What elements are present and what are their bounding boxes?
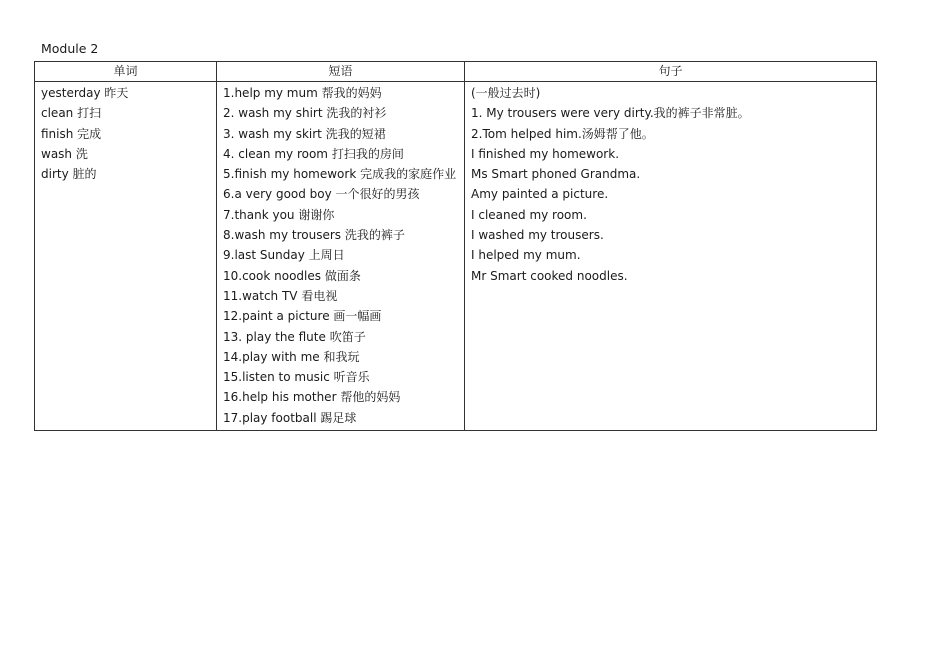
module-title: Module 2 <box>41 41 99 56</box>
sentence-item: (一般过去时) <box>471 86 541 100</box>
phrase-item: 6.a very good boy 一个很好的男孩 <box>223 187 420 202</box>
phrase-item: 8.wash my trousers 洗我的裤子 <box>223 228 405 243</box>
sentence-item: Amy painted a picture. <box>471 187 609 202</box>
word-item: yesterday 昨天 <box>41 86 129 100</box>
phrase-item: 16.help his mother 帮他的妈妈 <box>223 390 401 405</box>
sentence-item: Ms Smart phoned Grandma. <box>471 167 641 182</box>
table-row <box>35 82 877 431</box>
sentences-cell <box>465 82 877 431</box>
word-item: wash 洗 <box>41 146 88 161</box>
sentence-item: I helped my mum. <box>471 248 581 263</box>
sentence-item: I cleaned my room. <box>471 207 587 222</box>
phrase-item: 9.last Sunday 上周日 <box>223 248 345 263</box>
header-words: 单词 <box>35 62 217 82</box>
phrase-item: 17.play football 踢足球 <box>223 410 357 425</box>
sentence-item: 2.Tom helped him.汤姆帮了他。 <box>471 126 654 141</box>
sentence-item: I finished my homework. <box>471 146 620 161</box>
phrase-item: 15.listen to music 听音乐 <box>223 370 370 385</box>
phrase-item: 14.play with me 和我玩 <box>223 349 360 364</box>
table-header-row <box>35 62 877 82</box>
phrase-item: 2. wash my shirt 洗我的衬衫 <box>223 106 387 121</box>
phrase-item: 7.thank you 谢谢你 <box>223 207 335 222</box>
sentence-item: I washed my trousers. <box>471 228 604 243</box>
word-item: finish 完成 <box>41 126 102 141</box>
phrase-item: 12.paint a picture 画一幅画 <box>223 309 382 324</box>
phrase-item: 3. wash my skirt 洗我的短裙 <box>223 126 386 141</box>
phrase-item: 13. play the flute 吹笛子 <box>223 329 366 344</box>
phrase-item: 4. clean my room 打扫我的房间 <box>223 146 404 161</box>
sentence-item: 1. My trousers were very dirty.我的裤子非常脏。 <box>471 106 750 121</box>
header-phrases: 短语 <box>217 62 465 82</box>
phrase-item: 1.help my mum 帮我的妈妈 <box>223 86 382 100</box>
vocabulary-table <box>34 61 877 431</box>
phrase-item: 11.watch TV 看电视 <box>223 288 338 303</box>
words-cell <box>35 82 217 431</box>
header-sentences: 句子 <box>465 62 877 82</box>
word-item: clean 打扫 <box>41 106 102 121</box>
sentence-item: Mr Smart cooked noodles. <box>471 268 628 283</box>
phrases-cell <box>217 82 465 431</box>
phrase-item: 5.finish my homework 完成我的家庭作业 <box>223 167 457 182</box>
word-item: dirty 脏的 <box>41 167 97 182</box>
phrase-item: 10.cook noodles 做面条 <box>223 268 361 283</box>
